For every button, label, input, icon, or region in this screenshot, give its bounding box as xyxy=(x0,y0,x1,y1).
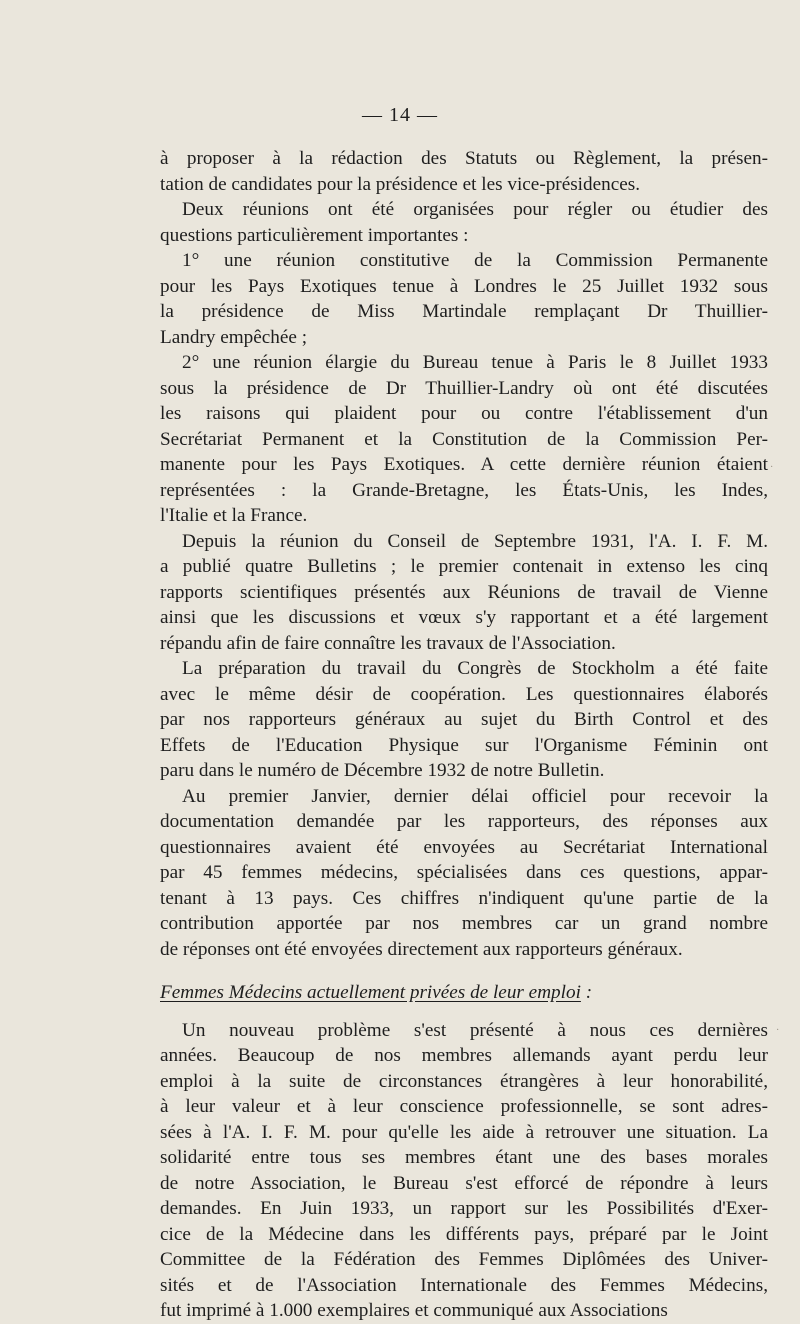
text-line: l'Italie et la France. xyxy=(160,505,308,526)
text-line: avec le même désir de coopération. Les questionnaires élaborés xyxy=(160,683,768,705)
text-line: la présidence de Miss Martindale remplaçant Dr Thuillier- xyxy=(160,301,768,322)
text-line: par 45 femmes médecins, spécialisées dans ces questions, appar- xyxy=(160,862,768,883)
text-line: fut imprimé à 1.000 exemplaires et communiqué aux Associations xyxy=(160,1300,668,1321)
text-line: Effets de l'Education Physique sur l'Organisme Féminin ont xyxy=(160,734,768,756)
text-line: Au premier Janvier, dernier délai officiel pour recevoir la xyxy=(182,785,768,807)
text-line: paru dans le numéro de Décembre 1932 de notre Bulletin. xyxy=(160,760,605,781)
text-line: répandu afin de faire connaître les travaux de l'Association. xyxy=(160,632,616,654)
text-line: La préparation du travail du Congrès de Stockholm a été faite xyxy=(182,658,768,679)
text-line: questions particulièrement importantes : xyxy=(160,224,469,246)
section-heading xyxy=(160,980,768,1006)
text-line: sées à l'A. I. F. M. pour qu'elle les aide à retrouver une situation. La xyxy=(160,1121,768,1143)
text-line: sités et de l'Association Internationale des Femmes Médecins, xyxy=(160,1274,768,1296)
text-line: pour les Pays Exotiques tenue à Londres le 25 Juillet 1932 sous xyxy=(160,275,768,297)
paper-speck: · xyxy=(776,1025,780,1036)
section-gap xyxy=(160,962,768,980)
text-line: documentation demandée par les rapporteurs, des réponses aux xyxy=(160,811,768,832)
section-heading-suffix: : xyxy=(580,982,593,1003)
text-line: a publié quatre Bulletins ; le premier contenait in extenso les cinq xyxy=(160,556,768,577)
text-line: années. Beaucoup de nos membres allemands ayant perdu leur xyxy=(160,1045,768,1066)
text-line: Secrétariat Permanent et la Constitution de la Commission Per- xyxy=(160,428,768,450)
text-line: questionnaires avaient été envoyées au Secrétariat International xyxy=(160,836,768,858)
text-line: à proposer à la rédaction des Statuts ou Règlement, la présen- xyxy=(160,148,768,169)
text-line: Committee de la Fédération des Femmes Diplômées des Univer- xyxy=(160,1249,768,1270)
text-line: emploi à la suite de circonstances étrangères à leur honorabilité, xyxy=(160,1070,768,1092)
paper-speck: · xyxy=(770,462,774,473)
text-line: de notre Association, le Bureau s'est efforcé de répondre à leurs xyxy=(160,1172,768,1194)
page-number: — 14 — xyxy=(362,104,438,126)
text-line: sous la présidence de Dr Thuillier-Landry où ont été discutées xyxy=(160,377,768,399)
text-line: de réponses ont été envoyées directement aux rapporteurs généraux. xyxy=(160,938,683,960)
text-line: les raisons qui plaident pour ou contre l'établissement d'un xyxy=(160,403,768,424)
text-line: Landry empêchée ; xyxy=(160,326,308,348)
text-line: par nos rapporteurs généraux au sujet du Birth Control et des xyxy=(160,709,768,730)
section-heading-text: Femmes Médecins actuellement privées de leur emploi xyxy=(160,982,581,1003)
text-line: tenant à 13 pays. Ces chiffres n'indiquent qu'une partie de la xyxy=(160,887,768,909)
text-line: 2° une réunion élargie du Bureau tenue à Paris le 8 Juillet 1933 xyxy=(182,352,768,373)
text-line: demandes. En Juin 1933, un rapport sur les Possibilités d'Exer- xyxy=(160,1198,768,1219)
text-line: à leur valeur et à leur conscience professionnelle, se sont adres- xyxy=(160,1096,768,1117)
text-line: tation de candidates pour la présidence et les vice-présidences. xyxy=(160,173,641,195)
text-line: contribution apportée par nos membres car un grand nombre xyxy=(160,913,768,934)
text-line: 1° une réunion constitutive de la Commission Permanente xyxy=(182,250,768,271)
text-line: manente pour les Pays Exotiques. A cette dernière réunion étaient xyxy=(160,454,768,475)
text-line: représentées : la Grande-Bretagne, les États-Unis, les Indes, xyxy=(160,479,768,501)
section-gap xyxy=(160,1006,768,1018)
text-line: cice de la Médecine dans les différents pays, préparé par le Joint xyxy=(160,1223,768,1245)
text-line: rapports scientifiques présentés aux Réunions de travail de Vienne xyxy=(160,581,768,603)
text-line: solidarité entre tous ses membres étant une des bases morales xyxy=(160,1147,768,1168)
body-text xyxy=(160,146,768,1324)
text-line: Deux réunions ont été organisées pour régler ou étudier des xyxy=(182,199,768,220)
text-line: Depuis la réunion du Conseil de Septembre 1931, l'A. I. F. M. xyxy=(182,530,768,552)
text-line: ainsi que les discussions et vœux s'y rapportant et a été largement xyxy=(160,607,768,628)
text-line: Un nouveau problème s'est présenté à nous ces dernières xyxy=(182,1019,768,1041)
